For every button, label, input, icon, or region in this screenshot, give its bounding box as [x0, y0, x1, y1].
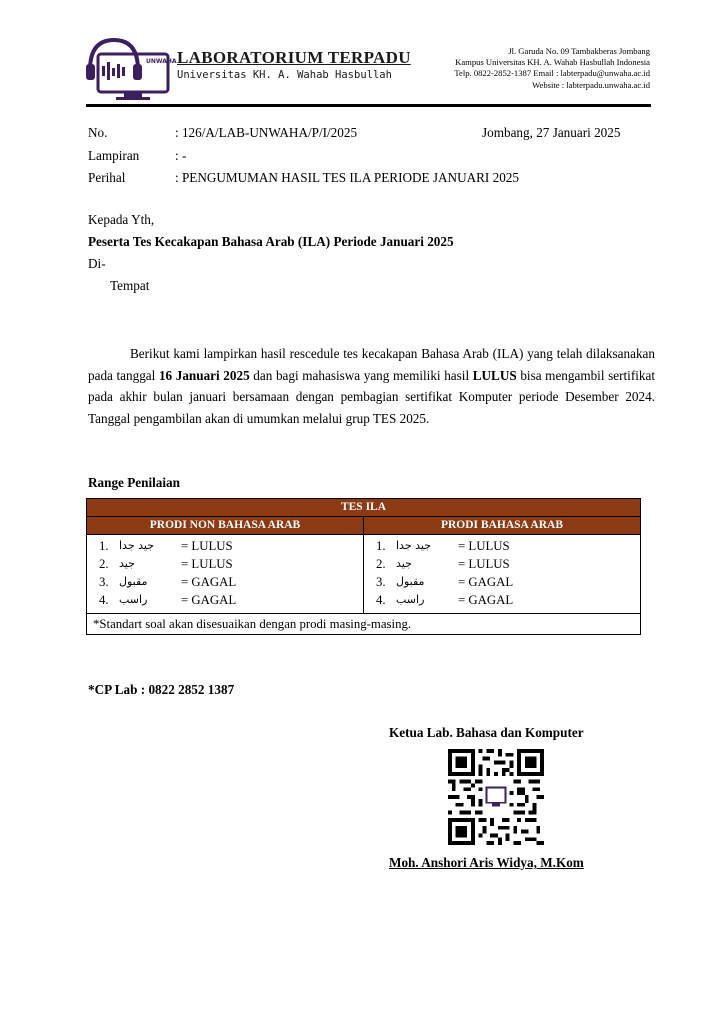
row-number: 4.	[376, 593, 386, 607]
signature-title: Ketua Lab. Bahasa dan Komputer	[389, 725, 584, 740]
arabic-grade: راسب	[119, 593, 148, 606]
body-date: 16 Januari 2025	[158, 367, 250, 383]
grading-table	[86, 498, 641, 635]
no-label: No.	[88, 125, 108, 140]
table-row	[364, 591, 640, 609]
address-block	[454, 46, 650, 91]
perihal-value: : PENGUMUMAN HASIL TES ILA PERIODE JANUARI 2025	[175, 170, 519, 185]
lampiran-value: : -	[175, 148, 187, 163]
row-number: 3.	[99, 575, 109, 589]
table-row	[364, 555, 640, 573]
arabic-grade: جيد جدا	[119, 539, 155, 552]
range-title: Range Penilaian	[88, 475, 180, 490]
greeting: Kepada Yth,	[88, 212, 155, 227]
grade-result: = GAGAL	[181, 575, 237, 589]
grade-result: = GAGAL	[458, 575, 514, 589]
row-number: 3.	[376, 575, 386, 589]
grade-result: = GAGAL	[458, 593, 514, 607]
column-arab	[364, 535, 640, 613]
table-column-headers	[87, 517, 640, 535]
perihal-label: Perihal	[88, 170, 126, 185]
grade-result: = LULUS	[458, 539, 510, 553]
grade-result: = LULUS	[181, 557, 233, 571]
body-text-3: bisa mengambil sertifikat pada akhir bulan januari bersamaan dengan pembagian sertifikat Komputer periode Desember 2024. Tanggal pengambilan akan di umumkan melalui grup TES 2025.	[88, 367, 655, 426]
recipient-place: Tempat	[110, 278, 150, 293]
letter-date: Jombang, 27 Januari 2025	[482, 125, 621, 140]
column-header-arab: PRODI BAHASA ARAB	[440, 519, 564, 531]
body-text-2: dan bagi mahasiswa yang memiliki hasil	[249, 367, 473, 383]
table-body	[87, 535, 640, 614]
row-number: 2.	[376, 557, 386, 571]
body-lulus: LULUS	[472, 367, 517, 383]
row-number: 1.	[99, 539, 109, 553]
row-number: 1.	[376, 539, 386, 553]
qr-code-icon	[448, 749, 544, 845]
address-line: Kampus Universitas KH. A. Wahab Hasbullah Indonesia	[455, 57, 650, 68]
grade-result: = LULUS	[181, 539, 233, 553]
arabic-grade: جيد جدا	[396, 539, 432, 552]
arabic-grade: مقبول	[119, 575, 148, 588]
header-divider	[86, 104, 651, 107]
table-row	[87, 591, 363, 609]
table-row	[87, 537, 363, 555]
arabic-grade: جيد	[396, 557, 412, 570]
table-row	[364, 573, 640, 591]
arabic-grade: جيد	[119, 557, 135, 570]
lab-subtitle: Universitas KH. A. Wahab Hasbullah	[177, 69, 392, 81]
lampiran-label: Lampiran	[88, 148, 140, 163]
laboratory-logo-icon	[84, 36, 177, 102]
body-paragraph	[88, 343, 655, 429]
table-row	[87, 573, 363, 591]
arabic-grade: مقبول	[396, 575, 425, 588]
body-text-1: Berikut kami lampirkan hasil rescedule tes kecakapan Bahasa Arab (ILA) yang telah dilaksanakan pada tanggal	[88, 346, 655, 383]
grade-result: = GAGAL	[181, 593, 237, 607]
table-note: *Standart soal akan disesuaikan dengan prodi masing-masing.	[93, 617, 412, 631]
table-title: TES ILA	[87, 499, 640, 517]
logo-text: UNWAHA	[146, 58, 177, 65]
address-line: Jl. Garuda No. 09 Tambakberas Jombang	[508, 46, 650, 56]
contact-line: *CP Lab : 0822 2852 1387	[88, 682, 235, 697]
table-row	[364, 537, 640, 555]
recipient-name: Peserta Tes Kecakapan Bahasa Arab (ILA) Periode Januari 2025	[88, 234, 454, 249]
lab-title: LABORATORIUM TERPADU	[177, 48, 411, 67]
table-row	[87, 555, 363, 573]
recipient-di: Di-	[88, 256, 106, 271]
row-number: 2.	[99, 557, 109, 571]
arabic-grade: راسب	[396, 593, 425, 606]
address-line: Telp. 0822-2852-1387 Email : labterpadu@unwaha.ac.id	[454, 68, 650, 79]
signature-name: Moh. Anshori Aris Widya, M.Kom	[389, 855, 584, 870]
grade-result: = LULUS	[458, 557, 510, 571]
row-number: 4.	[99, 593, 109, 607]
column-non-arab	[87, 535, 364, 613]
no-value: : 126/A/LAB-UNWAHA/P/I/2025	[175, 125, 358, 140]
column-header-non-arab: PRODI NON BAHASA ARAB	[87, 517, 364, 534]
address-line: Website : labterpadu.unwaha.ac.id	[532, 79, 650, 90]
